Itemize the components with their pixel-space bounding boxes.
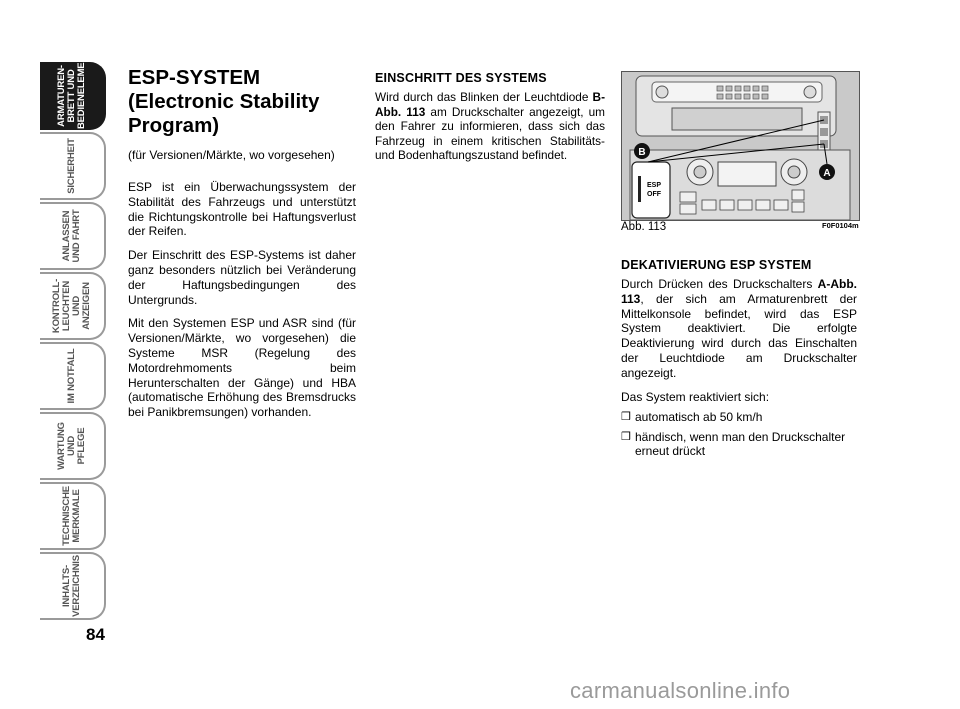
list-item-text: automatisch ab 50 km/h xyxy=(635,410,763,425)
page-number: 84 xyxy=(86,625,105,644)
figure-code: F0F0104m xyxy=(822,221,859,230)
text: Wird durch das Blinken der Leuchtdiode xyxy=(375,90,593,104)
tab-inhaltsverzeichnis[interactable] xyxy=(40,552,106,620)
figure-caption: Abb. 113 xyxy=(621,221,667,233)
section-heading: EINSCHRITT DES SYSTEMS xyxy=(375,71,547,85)
text: am Druckschalter angezeigt, um den Fahrer zu informieren, dass sich das Fahrzeug in einem kritischen Stabilitäts- und Bodenhaftungszustand befindet. xyxy=(375,104,605,162)
title-line: (Electronic Stability xyxy=(128,90,320,113)
list-item xyxy=(621,430,857,459)
tab-label: SICHERHEIT xyxy=(66,138,77,194)
list-item-text: händisch, wenn man den Druckschalter erneut drückt xyxy=(635,429,846,459)
title-line: ESP-SYSTEM xyxy=(128,66,261,89)
tab-sicherheit[interactable] xyxy=(40,132,106,200)
list-item xyxy=(621,410,857,425)
paragraph xyxy=(621,277,857,381)
left-column xyxy=(128,66,356,429)
tab-im-notfall[interactable] xyxy=(40,342,106,410)
tab-technische-merkmale[interactable] xyxy=(40,482,106,550)
middle-column xyxy=(375,71,605,163)
page-title xyxy=(128,66,356,138)
tab-label: ARMATUREN- BRETT UND BEDIENELEMENTE xyxy=(56,44,87,129)
callout-b-label: B xyxy=(638,147,646,158)
section-heading: DEKATIVIERUNG ESP SYSTEM xyxy=(621,258,812,272)
figure-dashboard xyxy=(621,71,860,221)
paragraph xyxy=(375,90,605,163)
tab-label: ANLASSEN UND FAHRT xyxy=(61,209,82,263)
checkbox-icon: ❒ xyxy=(621,411,631,424)
paragraph: Mit den Systemen ESP und ASR sind (für Versionen/Märkte, wo vorgesehen) die Systeme MSR (Regelung des Motordrehmoments beim Herunterschalten der Gänge) und HBA (automatische Erhöhung des Bremsdrucks bei Panikbremsungen) vorhanden. xyxy=(128,316,356,420)
subtitle: (für Versionen/Märkte, wo vorgesehen) xyxy=(128,148,335,162)
text: , der sich am Armaturenbrett der Mittelkonsole befindet, wird das ESP System deaktiviert. Die erfolgte Deaktivierung wird durch das Einschalten der Leuchtdiode am Druckschalter angezeigt. xyxy=(621,291,857,380)
tab-label: TECHNISCHE MERKMALE xyxy=(61,486,82,546)
figure-reference: B-Abb. 113 xyxy=(375,90,605,119)
tab-label: INHALTS- VERZEICHNIS xyxy=(61,555,82,617)
watermark: carmanualsonline.info xyxy=(570,678,791,703)
paragraph: Der Einschritt des ESP-Systems ist daher ganz besonders nützlich bei Veränderung der Haftungsbedingungen des Untergrunds. xyxy=(128,248,356,307)
tab-kontrollleuchten[interactable] xyxy=(40,272,106,340)
esp-button-line1: ESP xyxy=(647,182,662,189)
paragraph: Das System reaktiviert sich: xyxy=(621,389,770,404)
title-line: Program) xyxy=(128,114,220,137)
tab-label: IM NOTFALL xyxy=(66,348,77,404)
tab-wartung[interactable] xyxy=(40,412,106,480)
callout-a-label: A xyxy=(823,168,831,179)
dashboard-illustration xyxy=(622,72,859,220)
tab-label: KONTROLL- LEUCHTEN UND ANZEIGEN xyxy=(51,278,92,334)
esp-button-line2: OFF xyxy=(647,191,661,198)
tab-anlassen[interactable] xyxy=(40,202,106,270)
tab-armaturenbrett[interactable] xyxy=(40,44,106,130)
figure-reference: A-Abb. 113 xyxy=(621,277,857,306)
right-column xyxy=(621,258,857,464)
tab-label: WARTUNG UND PFLEGE xyxy=(56,422,87,470)
text: Durch Drücken des Druckschalters xyxy=(621,277,818,291)
checkbox-icon: ❒ xyxy=(621,430,631,443)
paragraph: ESP ist ein Überwachungssystem der Stabilität des Fahrzeugs und unterstützt die Richtungskontrolle bei Haftungsverlust der Reifen. xyxy=(128,180,356,239)
